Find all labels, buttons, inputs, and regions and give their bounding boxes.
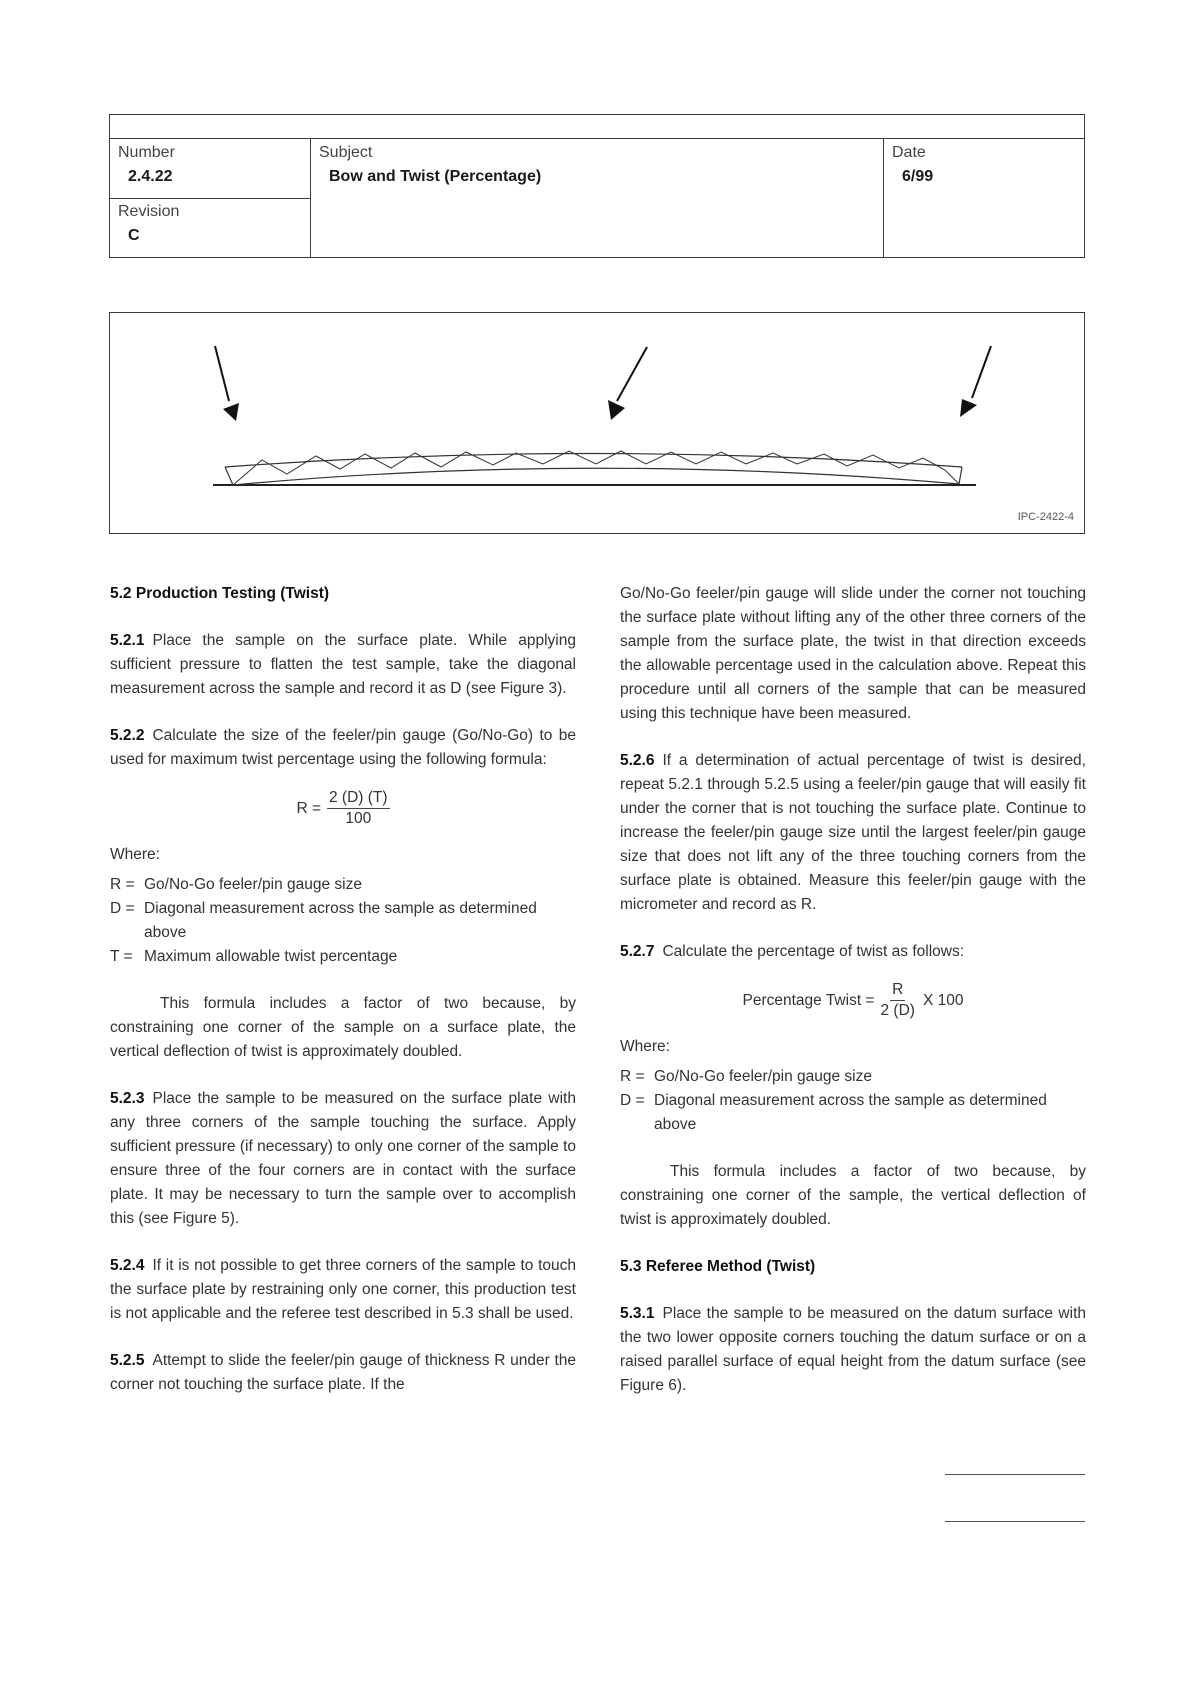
paragraph-5-2-5 <box>110 1349 576 1397</box>
definition-value: Diagonal measurement across the sample as determined above <box>654 1092 1047 1133</box>
clause-number: 5.2.2 <box>110 727 145 744</box>
definition-item <box>110 897 576 945</box>
paragraph-5-2-1 <box>110 629 576 701</box>
definition-key: D = <box>110 900 135 917</box>
subject-value: Bow and Twist (Percentage) <box>329 168 542 185</box>
paragraph-5-2-4 <box>110 1254 576 1326</box>
section-5-2-heading: 5.2 Production Testing (Twist) <box>110 585 330 602</box>
clause-number: 5.2.1 <box>110 632 145 649</box>
formula-numerator: R <box>890 980 905 1001</box>
clause-text: Place the sample on the surface plate. While applying sufficient pressure to flatten the test sample, take the diagonal measurement across the sample and record it as D (see Figure 3). <box>110 632 576 697</box>
revision-value: C <box>128 227 140 244</box>
clause-number: 5.2.7 <box>620 943 655 960</box>
formula-denominator: 100 <box>345 810 372 827</box>
document-header-table <box>109 114 1085 258</box>
paragraph-5-2-6 <box>620 749 1086 917</box>
number-value: 2.4.22 <box>128 168 173 185</box>
clause-number: 5.2.5 <box>110 1352 145 1369</box>
paragraph-5-2-2 <box>110 724 576 772</box>
formula-percentage-twist <box>620 980 1086 1021</box>
formula-note: This formula includes a factor of two because, by constraining one corner of the sample on a surface plate, the vertical deflection of twist is approximately doubled. <box>110 995 576 1060</box>
definition-key: R = <box>110 876 135 893</box>
clause-number: 5.2.6 <box>620 752 655 769</box>
paragraph-5-3-1 <box>620 1302 1086 1398</box>
formula-suffix: X 100 <box>922 991 964 1009</box>
clause-text: Place the sample to be measured on the surface plate with any three corners of the sample touching the surface. Apply sufficient pressure (if necessary) to only one corner of the sample to ensure three of the four corners are in contact with the surface plate. It may be necessary to turn the sample over to accomplish this (see Figure 5). <box>110 1090 576 1227</box>
pressure-arrow-left-icon <box>215 346 239 421</box>
definition-list <box>620 1065 1086 1137</box>
where-label: Where: <box>620 1038 670 1055</box>
pressure-arrow-right-icon <box>960 346 991 417</box>
definition-value: Diagonal measurement across the sample as determined above <box>144 900 537 941</box>
footer-rule-2 <box>945 1521 1085 1522</box>
paragraph-5-2-7 <box>620 940 1086 964</box>
formula-fraction <box>327 788 390 829</box>
header-top-band <box>110 115 1084 139</box>
figure-twist-diagram <box>109 312 1085 534</box>
clause-number: 5.3.1 <box>620 1305 655 1322</box>
revision-cell <box>110 199 311 257</box>
right-column <box>620 582 1086 1421</box>
paragraph-5-2-5-continued: Go/No-Go feeler/pin gauge will slide under the corner not touching the surface plate without lifting any of the other three corners of the sample from the surface plate, the twist in that direction exceeds the allowable percentage used in the calculation above. Repeat this procedure until all corners of the sample that can be measured using this technique have been measured. <box>620 585 1086 722</box>
definition-key: T = <box>110 948 133 965</box>
number-cell <box>110 138 311 199</box>
paragraph-5-2-3 <box>110 1087 576 1231</box>
definition-key: R = <box>620 1068 645 1085</box>
definition-item <box>620 1089 1086 1137</box>
definition-value: Go/No-Go feeler/pin gauge size <box>144 876 362 893</box>
pressure-arrow-middle-icon <box>608 347 647 420</box>
clause-text: Calculate the percentage of twist as follows: <box>662 943 965 960</box>
subject-cell <box>311 138 884 257</box>
definition-value: Go/No-Go feeler/pin gauge size <box>654 1068 872 1085</box>
number-label: Number <box>118 144 175 161</box>
formula-note: This formula includes a factor of two because, by constraining one corner of the sample, the vertical deflection of twist is approximately doubled. <box>620 1163 1086 1228</box>
twist-sample-illustration <box>110 313 1086 535</box>
date-cell <box>884 138 1084 257</box>
formula-lhs: R = <box>296 799 321 817</box>
formula-denominator: 2 (D) <box>880 1002 915 1019</box>
date-label: Date <box>892 144 926 161</box>
where-label: Where: <box>110 846 160 863</box>
definition-list <box>110 873 576 969</box>
section-5-3-heading: 5.3 Referee Method (Twist) <box>620 1258 816 1275</box>
formula-lhs: Percentage Twist = <box>742 991 875 1009</box>
footer-rule-1 <box>945 1474 1085 1475</box>
formula-fraction <box>881 980 915 1021</box>
definition-item <box>110 873 576 897</box>
clause-text: Attempt to slide the feeler/pin gauge of thickness R under the corner not touching the surface plate. If the <box>110 1352 576 1393</box>
revision-label: Revision <box>118 203 180 220</box>
clause-number: 5.2.4 <box>110 1257 145 1274</box>
date-value: 6/99 <box>902 168 934 185</box>
clause-text: Calculate the size of the feeler/pin gauge (Go/No-Go) to be used for maximum twist percentage using the following formula: <box>110 727 576 768</box>
formula-numerator: 2 (D) (T) <box>327 788 390 809</box>
figure-id: IPC-2422-4 <box>1017 511 1074 523</box>
definition-value: Maximum allowable twist percentage <box>144 948 398 965</box>
clause-text: If it is not possible to get three corners of the sample to touch the surface plate by restraining only one corner, this production test is not applicable and the referee test described in 5.3 shall be used. <box>110 1257 576 1322</box>
definition-item <box>620 1065 1086 1089</box>
definition-key: D = <box>620 1092 645 1109</box>
clause-text: Place the sample to be measured on the datum surface with the two lower opposite corners touching the datum surface or on a raised parallel surface of equal height from the datum surface (see Figure 6). <box>620 1305 1086 1394</box>
definition-item <box>110 945 576 969</box>
formula-r <box>110 788 576 829</box>
clause-number: 5.2.3 <box>110 1090 145 1107</box>
left-column <box>110 582 576 1420</box>
clause-text: If a determination of actual percentage of twist is desired, repeat 5.2.1 through 5.2.5 using a feeler/pin gauge that will easily fit under the corner that is not touching the surface plate. Continue to increase the feeler/pin gauge size until the largest feeler/pin gauge size that does not lift any of the three touching corners from the surface plate is obtained. Measure this feeler/pin gauge with the micrometer and record as R. <box>620 752 1086 913</box>
subject-label: Subject <box>319 144 373 161</box>
